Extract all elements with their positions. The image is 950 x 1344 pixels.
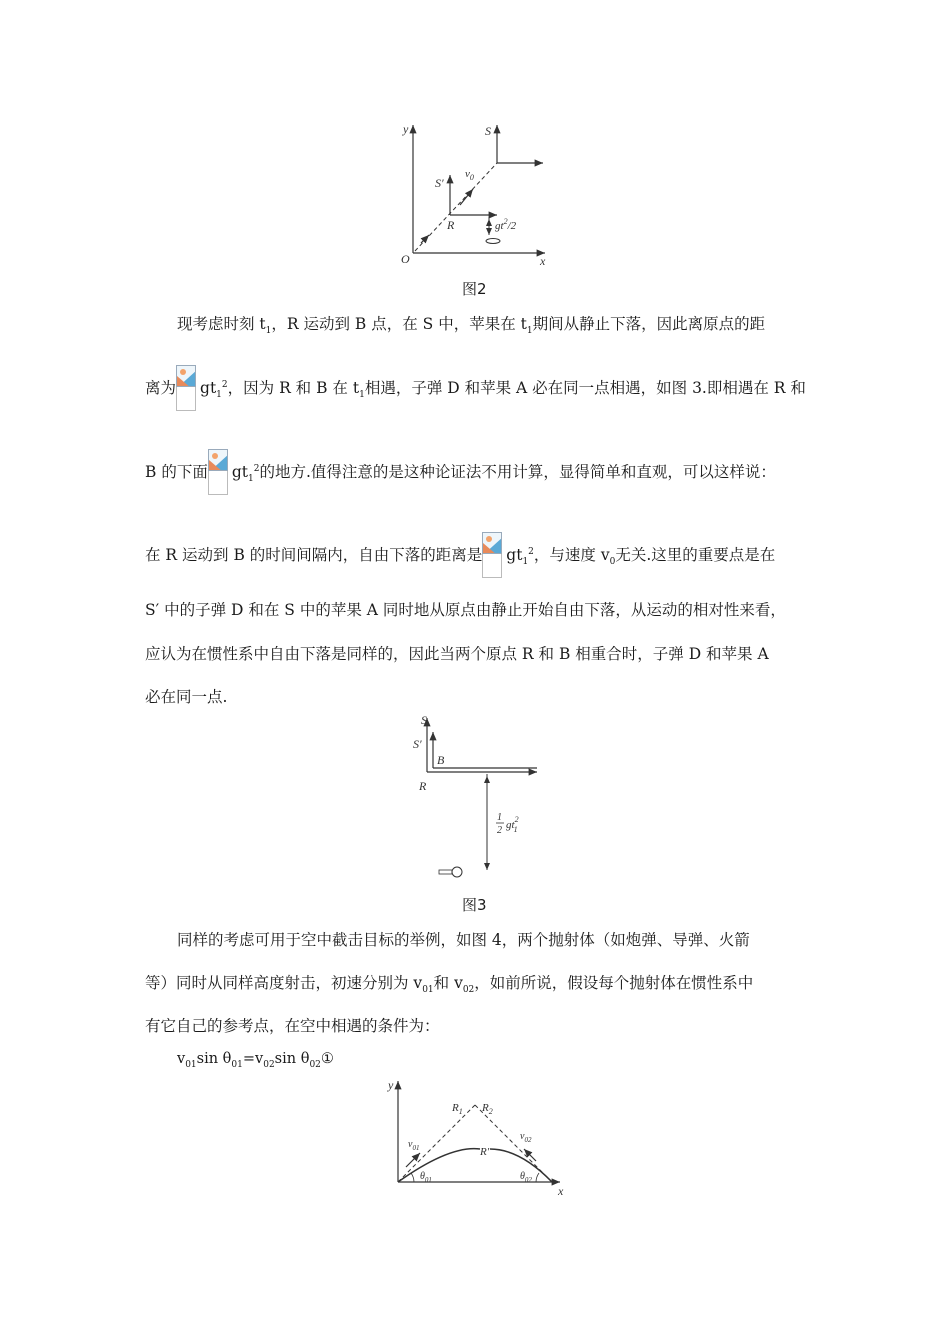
fig2-y-label: y xyxy=(403,122,409,136)
paragraph-1-line-7: 必在同一点. xyxy=(145,688,228,706)
fig2-Sprime-label: S′ xyxy=(435,176,444,190)
fig2-S-label: S xyxy=(485,124,491,138)
fig4-v01-label: $v_{01}$ xyxy=(408,1139,420,1152)
fig4-Rprime-label: R′ xyxy=(480,1146,490,1158)
paragraph-1-line-5: S′ 中的子弹 D 和在 S 中的苹果 A 同时地从原点由静止开始自由下落，从运动的相对性来看， xyxy=(145,601,786,619)
figure-3-diagram xyxy=(405,710,555,885)
paragraph-1-line-3: B 的下面 $gt_1^2$的地方.值得注意的是这种论证法不用计算，显得简单和直观，可以这样说： xyxy=(145,449,815,496)
figure-3-caption: 图3 xyxy=(462,896,487,914)
fig3-S-label: S xyxy=(421,713,427,727)
paragraph-2-line-2: 等）同时从同样高度射击，初速分别为 $v_{01}$和 $v_{02}$，如前所说，假设每个抛射体在惯性系中 xyxy=(145,974,754,996)
paragraph-1-line-1: 现考虑时刻 $t_1$，R 运动到 B 点，在 S 中，苹果在 $t_1$期间从静止下落，因此离原点的距 xyxy=(177,315,766,337)
fig4-theta02-label: $\theta_{02}$ xyxy=(520,1171,532,1184)
fig3-R-label: R xyxy=(419,779,427,793)
equation-1: $v_{01}\sin$ $\theta_{01}=v_{02}\sin$ $\theta_{02}①$ xyxy=(177,1051,334,1070)
fig3-half-den: 2 xyxy=(497,825,502,836)
paragraph-2-line-1: 同样的考虑可用于空中截击目标的举例，如图 4，两个抛射体（如炮弹、导弹、火箭 xyxy=(177,931,750,949)
fig4-R1-label: $R_1$ xyxy=(452,1102,463,1116)
fig3-half-num: 1 xyxy=(497,812,502,823)
paragraph-1-line-2: 离为 $gt_1^2$，因为 R 和 B 在 $t_1$相遇，子弹 D 和苹果 A 必在同一点相遇，如图 3.即相遇在 R 和 xyxy=(145,365,815,412)
fig4-theta01-label: $\theta_{01}$ xyxy=(420,1171,432,1184)
fig3-B-label: B xyxy=(437,753,445,767)
fig2-origin-label: O xyxy=(401,252,410,266)
figure-2-caption: 图2 xyxy=(462,280,487,298)
fig2-x-label: x xyxy=(540,254,546,268)
fig2-gt-label: $gt^2/2$ xyxy=(495,217,517,232)
fig4-v02-label: $v_{02}$ xyxy=(520,1131,532,1144)
fig4-x-label: x xyxy=(558,1184,564,1198)
figure-2-diagram xyxy=(385,115,565,270)
paragraph-2-line-3: 有它自己的参考点，在空中相遇的条件为： xyxy=(145,1017,440,1035)
paragraph-1-line-4: 在 R 运动到 B 的时间间隔内，自由下落的距离是 $gt_1^2$，与速度 $v_0$无关.这里的重要点是在 xyxy=(145,532,815,579)
paragraph-1-line-6: 应认为在惯性系中自由下落是同样的，因此当两个原点 R 和 B 相重合时，子弹 D 和苹果 A xyxy=(145,645,769,663)
fraction-image-placeholder xyxy=(176,365,198,411)
fig2-R-label: R xyxy=(447,218,455,232)
fig2-v0-label: $v_0$ xyxy=(465,168,474,182)
fig4-y-label: y xyxy=(388,1078,394,1092)
figure-4-diagram xyxy=(380,1075,570,1200)
fig4-R2-label: $R_2$ xyxy=(482,1102,493,1116)
fraction-image-placeholder xyxy=(482,532,504,578)
fig3-Sprime-label: S′ xyxy=(413,737,422,751)
fraction-image-placeholder xyxy=(208,449,230,495)
fig3-gt-label: $gt^2$ 1 xyxy=(506,815,519,834)
